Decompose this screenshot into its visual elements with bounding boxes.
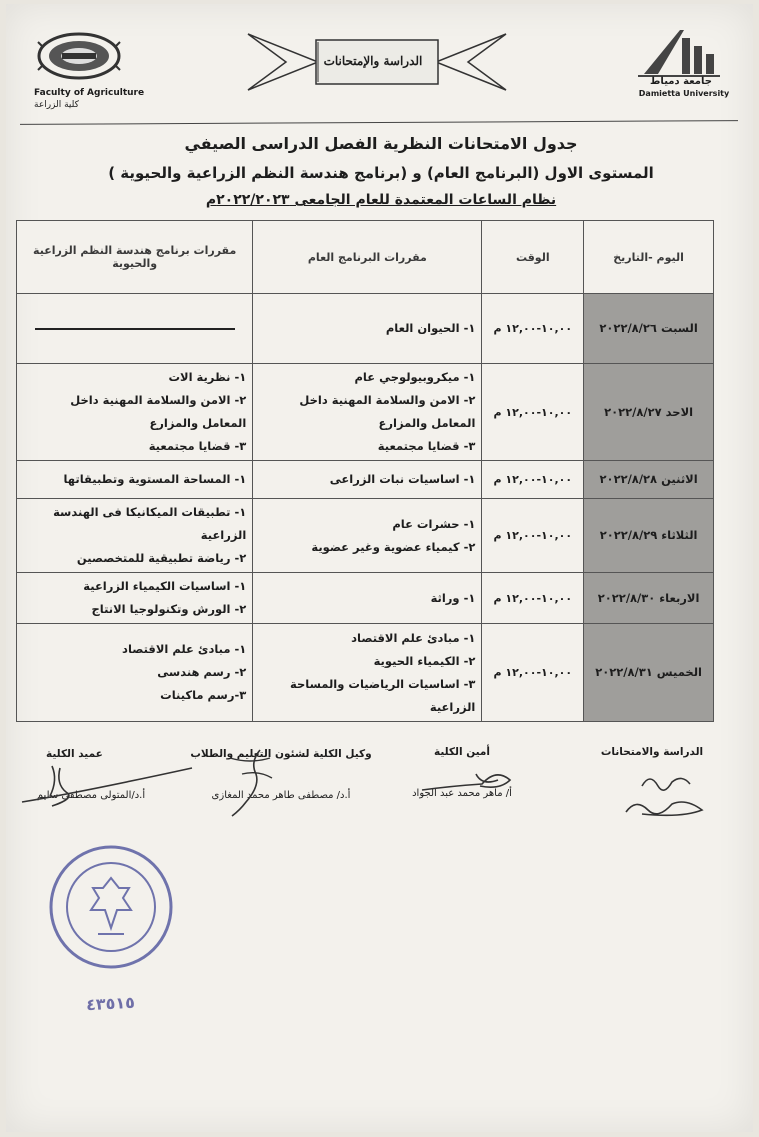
signature-vice-dean-title: وكيل الكلية لشئون التعليم والطلاب [190, 748, 372, 760]
course-item: ١- ميكروبيولوجي عام [354, 370, 476, 384]
table-row [17, 624, 714, 722]
table-body [17, 294, 714, 722]
signature-dean-title: عميد الكلية [46, 748, 103, 760]
letterhead [6, 4, 753, 134]
engineering-courses-cell [17, 573, 253, 624]
general-courses-cell [253, 573, 482, 624]
table-header-row [17, 221, 714, 294]
engineering-courses-cell [17, 624, 253, 722]
handwritten-signature-icon [190, 744, 300, 824]
stamp-serial-number: ٤٣٥١٥ [85, 992, 136, 1015]
signature-secretary-title: أمين الكلية [433, 746, 491, 758]
course-item: ٢- رياضة تطبيقية للمتخصصين [76, 551, 247, 565]
signature-dean-name: أ.د/المتولى مصطفى سليم [36, 790, 146, 801]
course-item: ١- تطبيقات الميكانيكا فى الهندسة الزراعية [53, 505, 247, 542]
course-item: ١- مبادئ علم الاقتصاد [351, 630, 476, 645]
exam-day-cell: الاحد ٢٠٢٢/٨/٢٧ [584, 364, 714, 461]
course-item: ٣- قضايا مجتمعية [377, 439, 476, 453]
university-name-ar: جامعة دمياط [650, 76, 712, 87]
exam-time-cell: ١٠,٠٠-١٢,٠٠ م [482, 573, 584, 624]
course-item: ١- اساسيات الكيمياء الزراعية [83, 579, 247, 593]
header-day: اليوم -التاريخ [584, 221, 714, 294]
course-item: ١- اساسيات نبات الزراعى [329, 472, 476, 486]
exam-day-cell: الخميس ٢٠٢٢/٨/٣١ [584, 624, 714, 722]
faculty-seal-icon [46, 842, 176, 972]
course-item: ١- المساحة المستوية وتطبيقاتها [63, 472, 247, 486]
course-item: ٢- كيمياء عضوية وغير عضوية [311, 539, 476, 554]
general-courses-cell [253, 499, 482, 573]
exam-time-cell: ١٠,٠٠-١٢,٠٠ م [482, 499, 584, 573]
course-item: ١- الحيوان العام [385, 321, 476, 335]
course-item: ٣- قضايا مجتمعية [148, 439, 247, 453]
signature-exams [592, 746, 712, 758]
course-item: ١- مبادئ علم الاقتصاد [122, 642, 247, 656]
course-item: ١- نظرية الات [168, 370, 247, 384]
header-general-program: مقررات البرنامج العام [253, 221, 482, 294]
exam-schedule-table [16, 220, 714, 722]
exam-day-cell: الاثنين ٢٠٢٢/٨/٢٨ [584, 461, 714, 499]
handwritten-signature-icon [416, 762, 526, 798]
academic-year-line: نظام الساعات المعتمدة للعام الجامعى ٢٠٢٢/٢٠٢٣م [205, 192, 557, 208]
exam-day-cell: الثلاثاء ٢٠٢٢/٨/٢٩ [584, 499, 714, 573]
course-item: ١- وراثة [430, 590, 476, 605]
exam-time-cell: ١٠,٠٠-١٢,٠٠ م [482, 624, 584, 722]
schedule-title: جدول الامتحانات النظرية الفصل الدراسى الصيفي [184, 134, 578, 153]
signature-secretary-name: أ/ ماهر محمد عبد الجواد [412, 788, 512, 799]
faculty-name-en: Faculty of Agriculture [34, 88, 145, 98]
exam-time-cell: ١٠,٠٠-١٢,٠٠ م [482, 461, 584, 499]
engineering-courses-cell [17, 461, 253, 499]
engineering-courses-cell [17, 499, 253, 573]
course-item: ٢- الكيمياء الحيوية [373, 653, 476, 668]
table-row [17, 294, 714, 364]
table-row [17, 499, 714, 573]
banner-title: الدراسة والإمتحانات [323, 54, 423, 68]
exam-day-cell: الاربعاء ٢٠٢٢/٨/٣٠ [584, 573, 714, 624]
table-row [17, 364, 714, 461]
faculty-logo-icon [36, 28, 122, 84]
course-item: ١- حشرات عام [392, 516, 476, 531]
exam-time-cell: ١٠,٠٠-١٢,٠٠ م [482, 294, 584, 364]
header-engineering-program: مقررات برنامج هندسة النظم الزراعية والحيوية [17, 221, 253, 294]
engineering-courses-cell [17, 364, 253, 461]
table-row [17, 573, 714, 624]
general-courses-cell [253, 461, 482, 499]
signature-exams-title: الدراسة والامتحانات [600, 746, 704, 758]
exam-time-cell: ١٠,٠٠-١٢,٠٠ م [482, 364, 584, 461]
faculty-name-ar: كلية الزراعة [34, 100, 79, 110]
general-courses-cell [253, 294, 482, 364]
university-name-en: Damietta University [638, 89, 730, 98]
document-sheet [6, 4, 753, 1132]
course-item: ٢- الامن والسلامة المهنية داخل المعامل والمزارع [299, 393, 476, 430]
course-item: ٢- الامن والسلامة المهنية داخل المعامل والمزارع [70, 393, 247, 430]
exam-day-cell: السبت ٢٠٢٢/٨/٢٦ [584, 294, 714, 364]
empty-dash [35, 328, 235, 330]
general-courses-cell [253, 624, 482, 722]
course-item: ٣- اساسيات الرياضيات والمساحة الزراعية [289, 676, 476, 714]
course-item: ٢- رسم هندسى [157, 665, 247, 679]
general-courses-cell [253, 364, 482, 461]
course-item: ٢- الورش وتكنولوجيا الانتاج [91, 602, 247, 616]
handwritten-signature-icon [612, 766, 716, 832]
course-item: ٣-رسم ماكينات [160, 688, 247, 702]
schedule-subtitle: المستوى الاول (البرنامج العام) و (برنامج هندسة النظم الزراعية والحيوية ) [108, 164, 654, 182]
signature-vice-dean-name: أ.د/ مصطفى طاهر محمد المغازى [211, 790, 351, 801]
header-time: الوقت [482, 221, 584, 294]
header-divider [20, 120, 738, 125]
table-row [17, 461, 714, 499]
engineering-courses-cell [17, 294, 253, 364]
university-logo-icon [634, 24, 724, 78]
handwritten-signature-icon [12, 756, 202, 816]
